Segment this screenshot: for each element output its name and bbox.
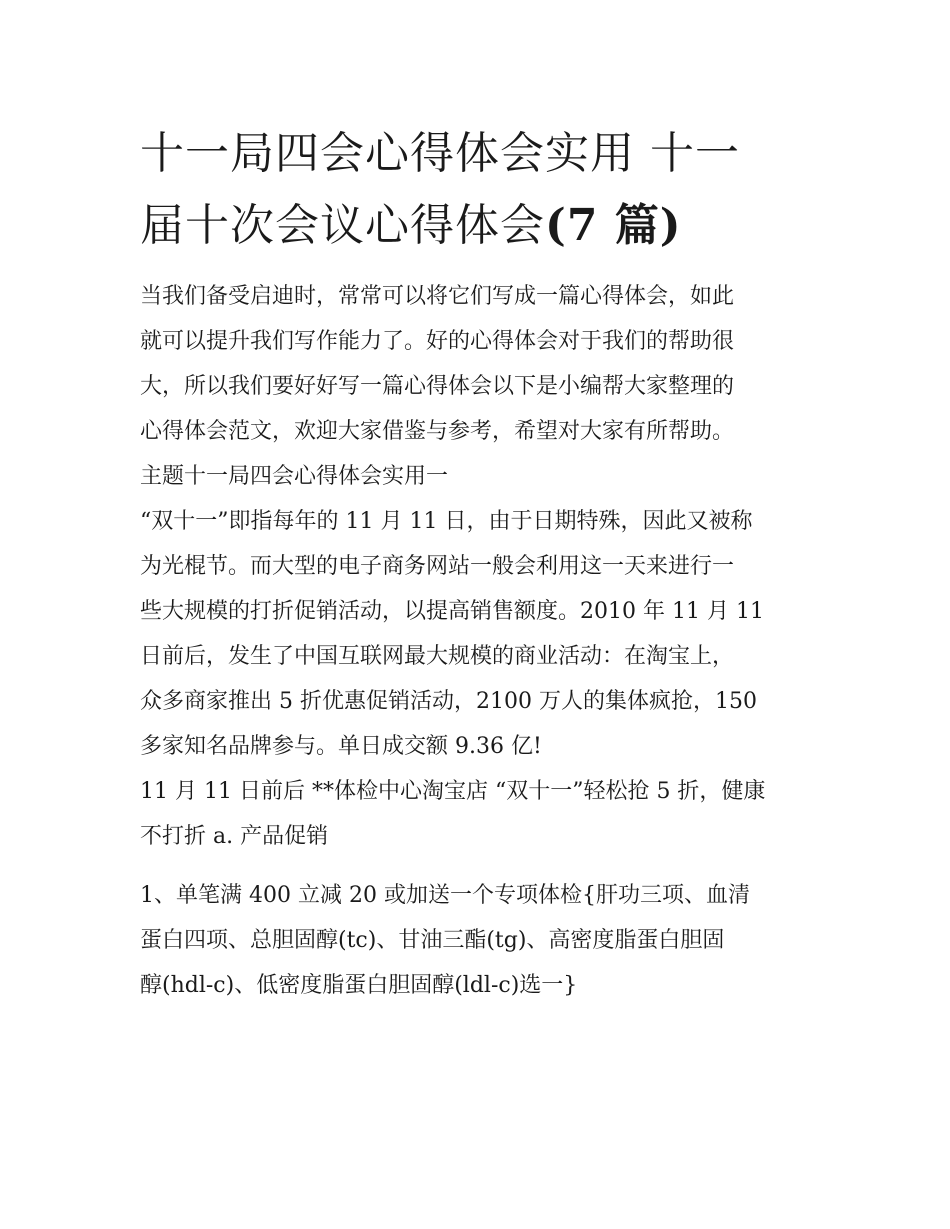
text-line: 当我们备受启迪时，常常可以将它们写成一篇心得体会，如此 xyxy=(140,284,735,309)
intro-paragraph xyxy=(140,274,815,499)
document-title xyxy=(140,118,815,262)
title-count: (7 篇) xyxy=(545,200,682,251)
text-line: 些大规模的打折促销活动，以提高销售额度。2010 年 11 月 11 xyxy=(140,599,764,624)
text-line: 11 月 11 日前后 **体检中心淘宝店 “双十一”轻松抢 5 折，健康 xyxy=(140,779,766,804)
title-line-2 xyxy=(140,190,815,262)
text-line: 大，所以我们要好好写一篇心得体会以下是小编帮大家整理的 xyxy=(140,374,735,399)
text-line: “双十一”即指每年的 11 月 11 日，由于日期特殊，因此又被称 xyxy=(140,509,753,534)
promotion-paragraph xyxy=(140,769,815,859)
offer-paragraph xyxy=(140,873,815,1008)
text-line: 日前后，发生了中国互联网最大规模的商业活动：在淘宝上， xyxy=(140,644,735,669)
text-line: 多家知名品牌参与。单日成交额 9.36 亿! xyxy=(140,734,542,759)
text-line: 心得体会范文，欢迎大家借鉴与参考，希望对大家有所帮助。 xyxy=(140,419,735,444)
text-line: 蛋白四项、总胆固醇(tc)、甘油三酯(tg)、高密度脂蛋白胆固 xyxy=(140,928,725,953)
text-line: 不打折 a. 产品促销 xyxy=(140,824,329,849)
double-eleven-paragraph xyxy=(140,499,815,769)
title-line-1: 十一局四会心得体会实用 十一 xyxy=(140,128,740,179)
text-line: 就可以提升我们写作能力了。好的心得体会对于我们的帮助很 xyxy=(140,329,735,354)
document-page xyxy=(140,118,815,1008)
text-line: 1、单笔满 400 立减 20 或加送一个专项体检{肝功三项、血清 xyxy=(140,883,750,908)
text-line: 众多商家推出 5 折优惠促销活动，2100 万人的集体疯抢，150 xyxy=(140,689,757,714)
section-heading: 主题十一局四会心得体会实用一 xyxy=(140,464,449,489)
title-line-2-text: 届十次会议心得体会 xyxy=(140,200,545,251)
text-line: 醇(hdl-c)、低密度脂蛋白胆固醇(ldl-c)选一} xyxy=(140,973,578,998)
text-line: 为光棍节。而大型的电子商务网站一般会利用这一天来进行一 xyxy=(140,554,735,579)
